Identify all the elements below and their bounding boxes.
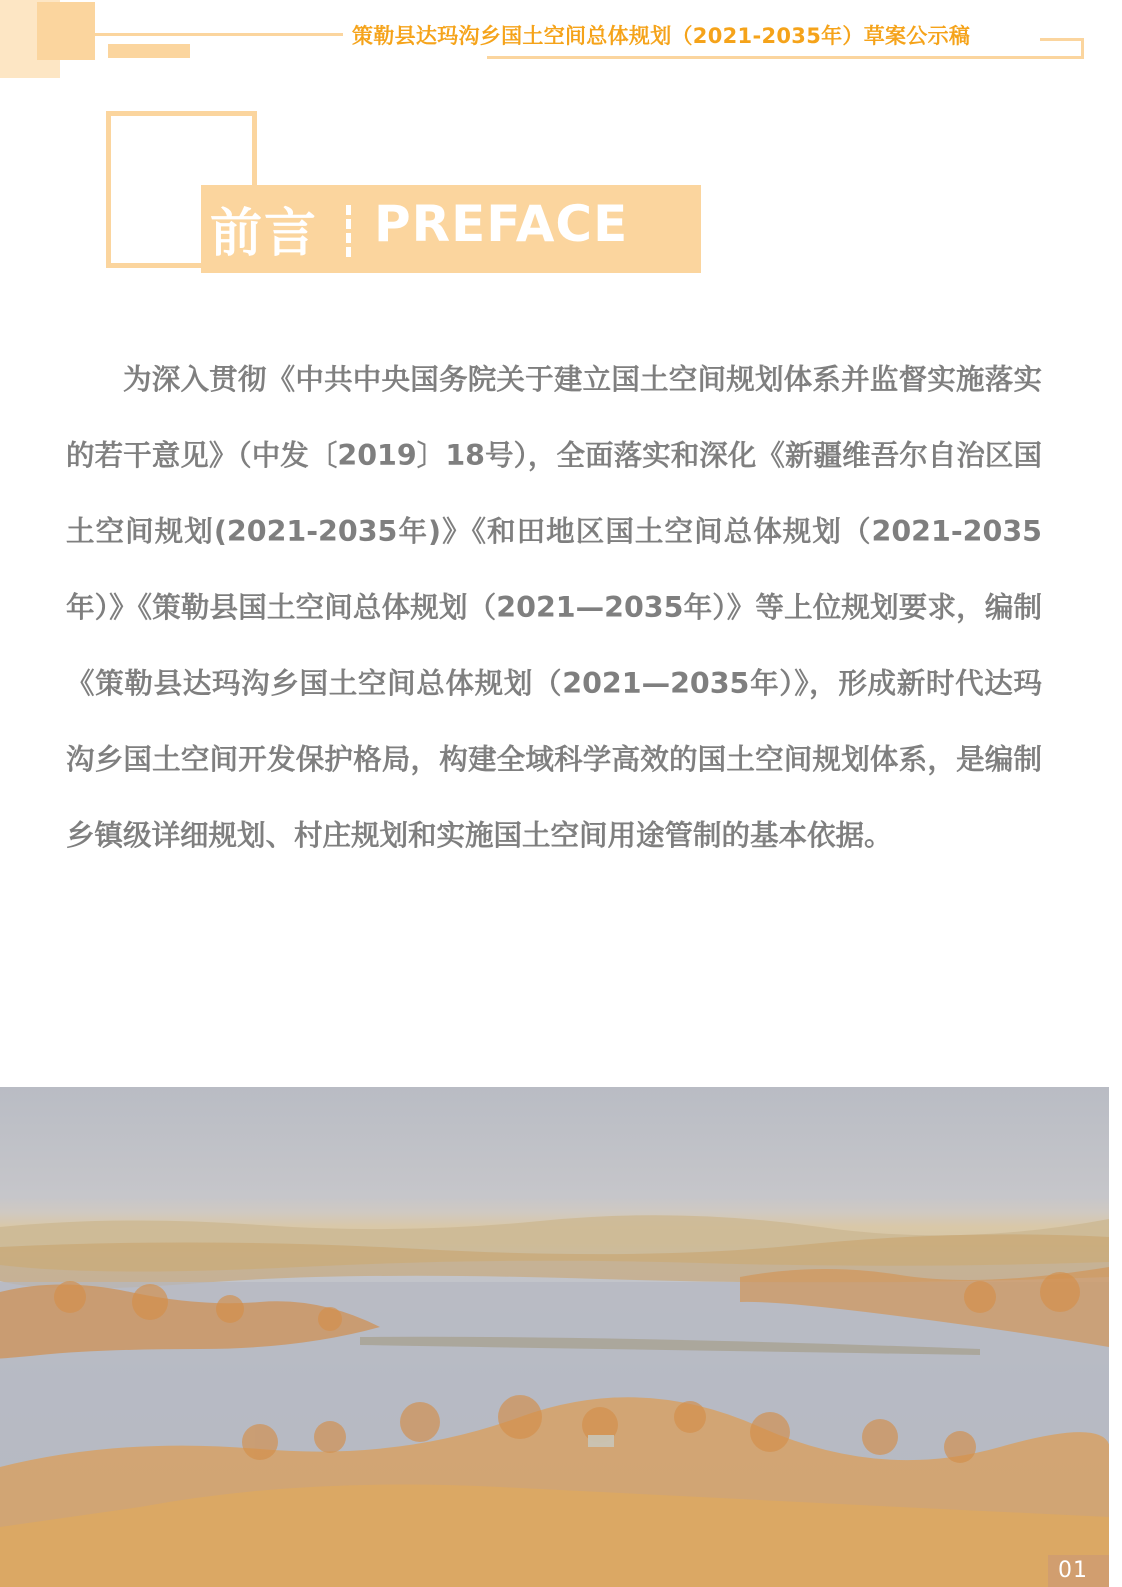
document-header-title: 策勒县达玛沟乡国土空间总体规划（2021-2035年）草案公示稿 bbox=[352, 24, 971, 48]
header-decor-bar bbox=[108, 44, 190, 58]
header-decor-line-drop bbox=[1081, 38, 1084, 59]
section-title-english: PREFACE bbox=[374, 195, 629, 253]
header-decor-line-right bbox=[487, 56, 1084, 59]
header-decor-line-left bbox=[95, 33, 343, 36]
header-decor-line-tail bbox=[1040, 38, 1084, 41]
preface-paragraph: 为深入贯彻《中共中央国务院关于建立国土空间规划体系并监督实施落实的若干意见》（中发〔2019〕18号），全面落实和深化《新疆维吾尔自治区国土空间规划(2021-2035年)》《和田地区国土空间总体规划（2021-2035年）》《策勒县国土空间总体规划（2021—2035年）》等上位规划要求，编制《策勒县达玛沟乡国土空间总体规划（2021—2035年）》，形成新时代达玛沟乡国土空间开发保护格局，构建全域科学高效的国土空间规划体系，是编制乡镇级详细规划、村庄规划和实施国土空间用途管制的基本依据。 bbox=[66, 363, 1042, 852]
landscape-illustration bbox=[0, 1087, 1109, 1587]
section-title-chinese: 前言 bbox=[210, 204, 319, 264]
header-decor-square-front bbox=[37, 2, 95, 60]
page-number: 01 bbox=[1058, 1558, 1088, 1583]
section-title-separator bbox=[346, 205, 351, 257]
wetland-landscape-photo bbox=[0, 1087, 1109, 1587]
